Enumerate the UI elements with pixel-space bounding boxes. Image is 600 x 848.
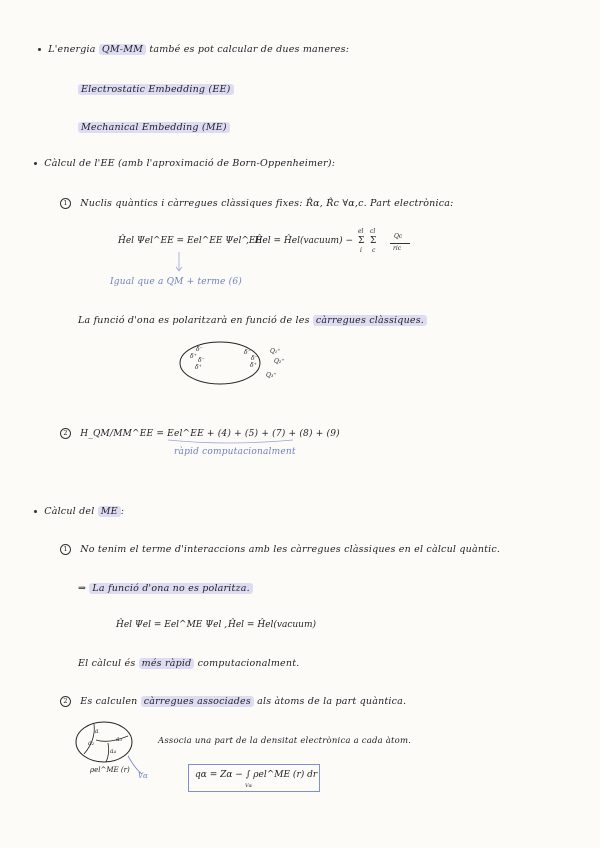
- number-badge: 1: [60, 198, 71, 209]
- me-item-2: 2 Es calculen càrregues associades als àtoms de la part quàntica.: [60, 696, 406, 707]
- number-badge: 2: [60, 428, 71, 439]
- equation-me-hamiltonian: Ĥel = Ĥel(vacuum): [228, 620, 317, 630]
- diagram-charge-left-2: δ⁺: [190, 353, 197, 360]
- diagram-charge-left-4: δ⁺: [195, 364, 202, 371]
- intro-line: [38, 44, 349, 55]
- bullet-icon: [34, 510, 37, 513]
- number-badge: 1: [60, 544, 71, 555]
- bullet-icon: [38, 48, 41, 51]
- section-ee-title: Càlcul de l'EE (amb l'aproximació de Born-Oppenheimer):: [34, 158, 335, 169]
- density-label: ρel^ME (r): [90, 766, 130, 774]
- diagram-classical-charge-1: Q₁⁺: [270, 348, 281, 355]
- region-label: Vα: [138, 772, 148, 780]
- intro-post: també es pot calcular de dues maneres:: [149, 44, 350, 55]
- diagram-charge-right-2: δ⁻: [251, 355, 258, 362]
- diagram-charge-right-3: δ⁺: [250, 362, 257, 369]
- associate-statement: Associa una part de la densitat electrònica a cada àtom.: [158, 736, 412, 746]
- me-no-polarization: ⇒ La funció d'ona no es polaritza.: [78, 583, 253, 594]
- diagram-classical-charge-3: Q₃⁺: [266, 372, 277, 379]
- intro-highlight: QM-MM: [99, 44, 146, 55]
- ee-item-2: [60, 428, 340, 439]
- annotation-fast: ràpid computacionalment: [174, 447, 296, 457]
- atom-label-4: a₄: [110, 748, 116, 755]
- atom-label-1: a: [95, 728, 99, 735]
- equation-ee-hamiltonian: , Ĥel = Ĥel(vacuum) − el Σ i cl Σ c Qc ric: [246, 236, 416, 258]
- number-badge: 2: [60, 696, 71, 707]
- underline-brace: [168, 440, 298, 446]
- equation-ee-total: H_QM/MM^EE = Eel^EE + (4) + (5) + (7) + (8) + (9): [80, 429, 340, 439]
- equation-charge-sub: Vα: [245, 783, 252, 789]
- section-me-title: Càlcul del ME :: [34, 506, 124, 517]
- annotation-equal-qm: Igual que a QM + terme (6): [110, 277, 242, 287]
- me-item-1: 1 No tenim el terme d'interaccions amb les càrregues clàssiques en el càlcul quàntic.: [60, 544, 500, 555]
- equation-ee-schrodinger: Ĥel Ψel^EE = Eel^EE Ψel^EE: [118, 236, 263, 246]
- diagram-charge-right-1: δ⁻: [244, 349, 251, 356]
- atom-label-2: a₂: [88, 740, 94, 747]
- ee-item-1: 1 Nuclis quàntics i càrregues clàssiques fixes: R̂α, R̂c ∀α,c. Part electrònica:: [60, 198, 454, 209]
- atom-label-3: a₃: [116, 736, 122, 743]
- diagram-charge-left-3: δ⁻: [198, 357, 205, 364]
- method-me: Mechanical Embedding (ME): [78, 122, 230, 133]
- equation-charge: qα = Zα − ∫ ρel^ME (r) dr: [195, 770, 318, 780]
- statement-me-fast: El càlcul és més ràpid computacionalment.: [78, 658, 300, 669]
- diagram-charge-left-1: δ⁻: [196, 346, 203, 353]
- statement-polarization: La funció d'ona es polaritzarà en funció de les càrregues clàssiques.: [78, 315, 427, 326]
- charge-equation-box: [188, 764, 320, 792]
- method-ee: Electrostatic Embedding (EE): [78, 84, 234, 95]
- equation-me-schrodinger: Ĥel Ψel = Eel^ME Ψel ,: [116, 620, 228, 630]
- bullet-icon: [34, 162, 37, 165]
- intro-pre: L'energia: [48, 44, 96, 55]
- diagram-classical-charge-2: Q₂⁺: [274, 358, 285, 365]
